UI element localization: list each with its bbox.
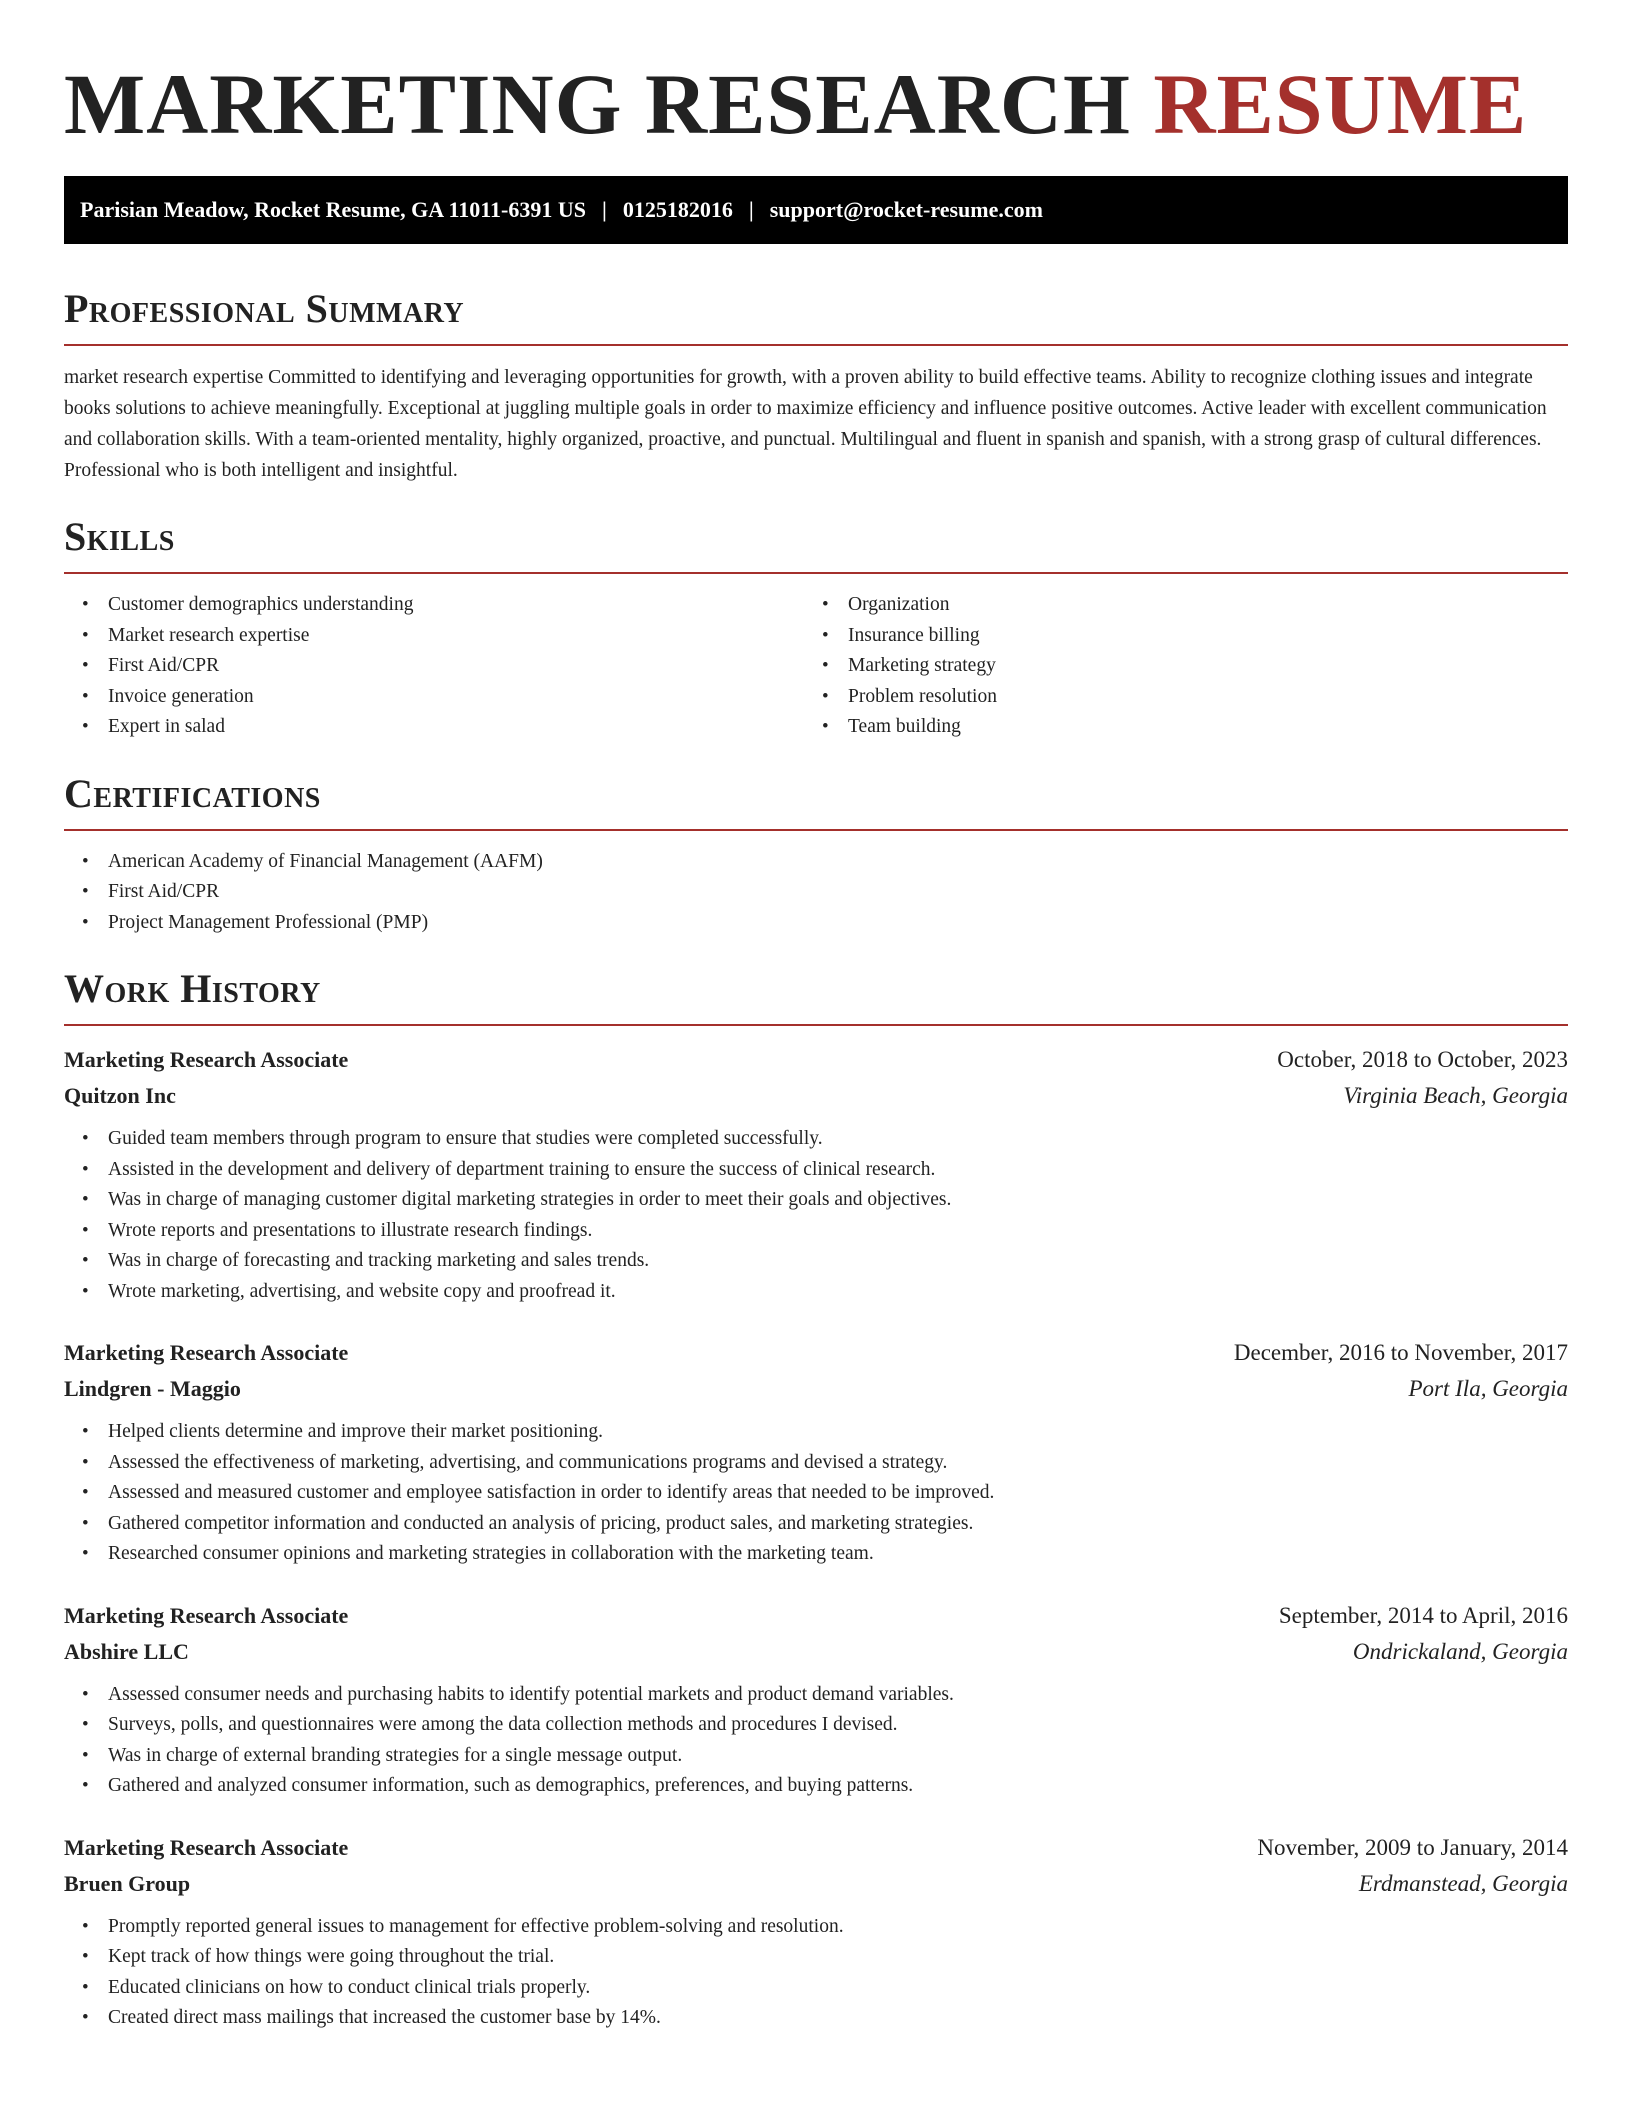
resume-title bbox=[64, 58, 1568, 150]
job-bullet: • Was in charge of managing customer digital marketing strategies in order to meet their goals and objectives. bbox=[64, 1185, 1568, 1216]
job-bullet: • Was in charge of forecasting and tracking marketing and sales trends. bbox=[64, 1246, 1568, 1277]
certification-item: • American Academy of Financial Management (AAFM) bbox=[64, 847, 1568, 878]
skill-item: • Insurance billing bbox=[804, 621, 1544, 652]
job-header bbox=[64, 1598, 1568, 1634]
job-entry bbox=[64, 1830, 1568, 2034]
job-bullet: • Educated clinicians on how to conduct clinical trials properly. bbox=[64, 1973, 1568, 2004]
job-company: Abshire LLC bbox=[64, 1638, 189, 1664]
certifications-section bbox=[64, 771, 1568, 939]
work-history-heading: Work History bbox=[64, 966, 1568, 1026]
job-header bbox=[64, 1335, 1568, 1371]
skill-item: • Customer demographics understanding bbox=[64, 590, 804, 621]
job-bullet: • Created direct mass mailings that increased the customer base by 14%. bbox=[64, 2003, 1568, 2034]
job-dates: December, 2016 to November, 2017 bbox=[1233, 1340, 1568, 1365]
certification-item: • First Aid/CPR bbox=[64, 877, 1568, 908]
job-subheader bbox=[64, 1634, 1568, 1670]
job-bullet: • Assessed the effectiveness of marketing, advertising, and communications programs and devised a strategy. bbox=[64, 1448, 1568, 1479]
skills-grid bbox=[64, 590, 1568, 743]
job-dates: October, 2018 to October, 2023 bbox=[1277, 1047, 1568, 1072]
job-bullets bbox=[64, 1680, 1568, 1802]
job-bullet: • Assisted in the development and delivery of department training to ensure the success of clinical research. bbox=[64, 1155, 1568, 1186]
resume-content bbox=[64, 0, 1568, 2034]
job-bullets bbox=[64, 1912, 1568, 2034]
job-company: Lindgren - Maggio bbox=[64, 1376, 241, 1401]
job-title: Marketing Research Associate bbox=[64, 1047, 349, 1072]
job-bullet: • Kept track of how things were going throughout the trial. bbox=[64, 1942, 1568, 1973]
skill-item: • Market research expertise bbox=[64, 621, 804, 652]
job-bullet: • Gathered and analyzed consumer information, such as demographics, preferences, and buying patterns. bbox=[64, 1771, 1568, 1802]
job-location: Erdmanstead, Georgia bbox=[1358, 1870, 1568, 1896]
skill-item: • Invoice generation bbox=[64, 682, 804, 713]
summary-heading: Professional Summary bbox=[64, 286, 1568, 346]
job-title: Marketing Research Associate bbox=[64, 1602, 349, 1628]
job-entry bbox=[64, 1335, 1568, 1570]
job-location: Port Ila, Georgia bbox=[1408, 1376, 1568, 1401]
job-header bbox=[64, 1042, 1568, 1078]
skill-item: • Problem resolution bbox=[804, 682, 1544, 713]
resume-title-accent: RESUME bbox=[1153, 56, 1528, 152]
job-bullet: • Was in charge of external branding strategies for a single message output. bbox=[64, 1741, 1568, 1772]
job-company: Quitzon Inc bbox=[64, 1083, 176, 1108]
contact-separator: | bbox=[748, 197, 754, 222]
certifications-heading: Certifications bbox=[64, 771, 1568, 831]
contact-bar bbox=[64, 176, 1568, 244]
job-subheader bbox=[64, 1078, 1568, 1114]
job-bullet: • Wrote marketing, advertising, and website copy and proofread it. bbox=[64, 1277, 1568, 1308]
job-bullet: • Guided team members through program to ensure that studies were completed successfully. bbox=[64, 1124, 1568, 1155]
job-bullet: • Researched consumer opinions and marketing strategies in collaboration with the marketing team. bbox=[64, 1539, 1568, 1570]
skills-list-right bbox=[804, 590, 1544, 743]
contact-email: support@rocket-resume.com bbox=[769, 197, 1043, 222]
skills-list-left bbox=[64, 590, 804, 743]
job-bullets bbox=[64, 1417, 1568, 1570]
job-bullet: • Helped clients determine and improve their market positioning. bbox=[64, 1417, 1568, 1448]
job-location: Ondrickaland, Georgia bbox=[1352, 1638, 1568, 1664]
job-location: Virginia Beach, Georgia bbox=[1343, 1083, 1568, 1108]
skills-heading: Skills bbox=[64, 514, 1568, 574]
certifications-list bbox=[64, 847, 1568, 939]
job-entry bbox=[64, 1598, 1568, 1802]
job-dates: September, 2014 to April, 2016 bbox=[1278, 1602, 1568, 1628]
job-dates: November, 2009 to January, 2014 bbox=[1257, 1834, 1568, 1860]
contact-address: Parisian Meadow, Rocket Resume, GA 11011-6391 US bbox=[80, 197, 586, 222]
skill-item: • Marketing strategy bbox=[804, 651, 1544, 682]
skills-section bbox=[64, 514, 1568, 743]
contact-phone: 0125182016 bbox=[622, 197, 733, 222]
work-history-section bbox=[64, 966, 1568, 2034]
skill-item: • Team building bbox=[804, 712, 1544, 743]
job-company: Bruen Group bbox=[64, 1870, 191, 1896]
job-bullet: • Assessed and measured customer and employee satisfaction in order to identify areas that needed to be improved. bbox=[64, 1478, 1568, 1509]
job-bullet: • Promptly reported general issues to management for effective problem-solving and resolution. bbox=[64, 1912, 1568, 1943]
certification-item: • Project Management Professional (PMP) bbox=[64, 908, 1568, 939]
job-header bbox=[64, 1830, 1568, 1866]
summary-section bbox=[64, 286, 1568, 486]
job-bullets bbox=[64, 1124, 1568, 1307]
job-subheader bbox=[64, 1371, 1568, 1407]
job-entry bbox=[64, 1042, 1568, 1307]
skill-item: • Expert in salad bbox=[64, 712, 804, 743]
summary-text: market research expertise Committed to identifying and leveraging opportunities for growth, with a proven ability to build effective teams. Ability to recognize clothing issues and integrate books solutions to achieve meaningfully. Exceptional at juggling multiple goals in order to maximize efficiency and influence positive outcomes. Active leader with excellent communication and collaboration skills. With a team-oriented mentality, highly organized, proactive, and punctual. Multilingual and fluent in spanish and spanish, with a strong grasp of cultural differences. Professional who is both intelligent and insightful. bbox=[64, 367, 1547, 481]
job-title: Marketing Research Associate bbox=[64, 1834, 349, 1860]
skill-item: • Organization bbox=[804, 590, 1544, 621]
job-bullet: • Assessed consumer needs and purchasing habits to identify potential markets and product demand variables. bbox=[64, 1680, 1568, 1711]
skill-item: • First Aid/CPR bbox=[64, 651, 804, 682]
job-subheader bbox=[64, 1866, 1568, 1902]
job-title: Marketing Research Associate bbox=[64, 1340, 349, 1365]
resume-title-main: MARKETING RESEARCH bbox=[64, 56, 1131, 152]
contact-separator: | bbox=[602, 197, 607, 222]
job-bullet: • Surveys, polls, and questionnaires were among the data collection methods and procedures I devised. bbox=[64, 1710, 1568, 1741]
job-bullet: • Wrote reports and presentations to illustrate research findings. bbox=[64, 1216, 1568, 1247]
job-bullet: • Gathered competitor information and conducted an analysis of pricing, product sales, and marketing strategies. bbox=[64, 1509, 1568, 1540]
